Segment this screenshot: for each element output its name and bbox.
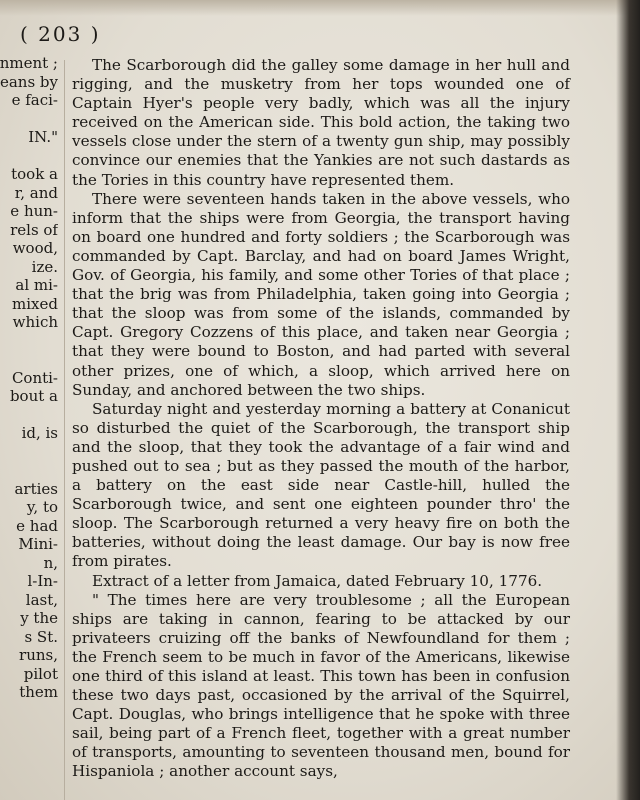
- left-column-fragments: [0, 54, 58, 702]
- left-column-line: arties: [14, 479, 58, 498]
- left-column-line: [0, 332, 58, 351]
- left-column-line: n,: [43, 553, 58, 572]
- left-column-line: al mi-: [15, 276, 58, 294]
- left-column-line: [0, 147, 58, 166]
- left-column-line: IN.": [28, 128, 58, 146]
- left-column-line: Mini-: [18, 535, 58, 553]
- left-column-line: last,: [25, 590, 58, 609]
- left-column-line: runs,: [19, 646, 58, 664]
- paragraph-scarborough-damage: The Scarborough did the galley some damage in her hull and rigging, and the musketry from her tops wounded one of Captain Hyer's people very badly, which was all the injury received on the American side. This bold action, the taking two vessels close under the stern of a twenty gun ship, may possibly convince our enemies that the Yankies are not such dastards as the Tories in this country have represented them.: [72, 56, 570, 189]
- left-column-line: l-In-: [27, 572, 58, 590]
- page-binding-shadow: [616, 0, 640, 800]
- left-column-line: r, and: [14, 183, 58, 202]
- left-column-line: s St.: [24, 627, 58, 646]
- left-column-line: which: [12, 313, 58, 331]
- left-column-line: y the: [20, 609, 58, 627]
- left-column-line: [0, 350, 58, 369]
- left-column-line: mixed: [12, 294, 58, 313]
- left-column-line: y, to: [26, 498, 58, 516]
- left-column-line: took a: [11, 165, 58, 183]
- left-column-line: pilot: [23, 664, 58, 683]
- left-column-line: ize.: [31, 257, 58, 276]
- page-top-edge: [0, 0, 640, 16]
- left-column-line: [0, 406, 58, 425]
- column-divider: [64, 60, 65, 800]
- left-column-line: them: [19, 683, 58, 701]
- left-column-line: e hun-: [10, 202, 58, 220]
- left-column-line: Conti-: [11, 368, 58, 387]
- left-column-line: id, is: [21, 424, 58, 442]
- paragraph-jamaica-extract-heading: Extract of a letter from Jamaica, dated February 10, 1776.: [92, 571, 543, 590]
- left-column-line: nment ;: [0, 54, 58, 72]
- left-column-line: [0, 461, 58, 480]
- left-column-line: [0, 443, 58, 462]
- left-column-line: e faci-: [11, 91, 58, 109]
- article-column: [72, 56, 570, 782]
- paragraph-jamaica-letter: " The times here are very troublesome ; all the European ships are taking in cannon, fearing to be attacked by our privateers cruizing off the banks of Newfoundland for them ; the French seem to be much in favor of the Americans, likewise one third of this island at least. This town has been in confusion these two days past, occasioned by the arrival of the Squirrel, Capt. Douglas, who brings intelligence that he spoke with three sail, being part of a French fleet, together with a great number of transports, amounting to seventeen thousand men, bound for Hispaniola ; another account says,: [72, 590, 570, 781]
- paragraph-battery-conanicut: Saturday night and yesterday morning a battery at Conanicut so disturbed the quiet of the Scarborough, the transport ship and the sloop, that they took the advantage of a fair wind and pushed out to sea ; but as they passed the mouth of the harbor, a battery on the east side near Castle-hill, hulled the Scarborough twice, and sent one eighteen pounder thro' the sloop. The Scarborough returned a very heavy fire on both the batteries, without doing the least damage. Our bay is now free from pirates.: [72, 399, 570, 571]
- paragraph-seventeen-hands: There were seventeen hands taken in the above vessels, who inform that the ships were from Georgia, the transport having on board one hundred and forty soldiers ; the Scarborough was commanded by Capt. Barclay, and had on board James Wright, Gov. of Georgia, his family, and some other Tories of that place ; that the brig was from Philadelphia, taken going into Georgia ; that the sloop was from some of the islands, commanded by Capt. Gregory Cozzens of this place, and taken near Georgia ; that they were bound to Boston, and had parted with several other prizes, one of which, a sloop, which arrived here on Sunday, and anchored between the two ships.: [72, 189, 570, 399]
- left-column-line: wood,: [12, 239, 58, 257]
- left-column-line: rels of: [10, 220, 58, 239]
- left-column-line: e had: [16, 516, 58, 535]
- left-column-line: [0, 110, 58, 129]
- left-column-line: eans by: [0, 72, 58, 91]
- page-number: ( 203 ): [20, 22, 101, 46]
- left-column-line: bout a: [9, 387, 58, 405]
